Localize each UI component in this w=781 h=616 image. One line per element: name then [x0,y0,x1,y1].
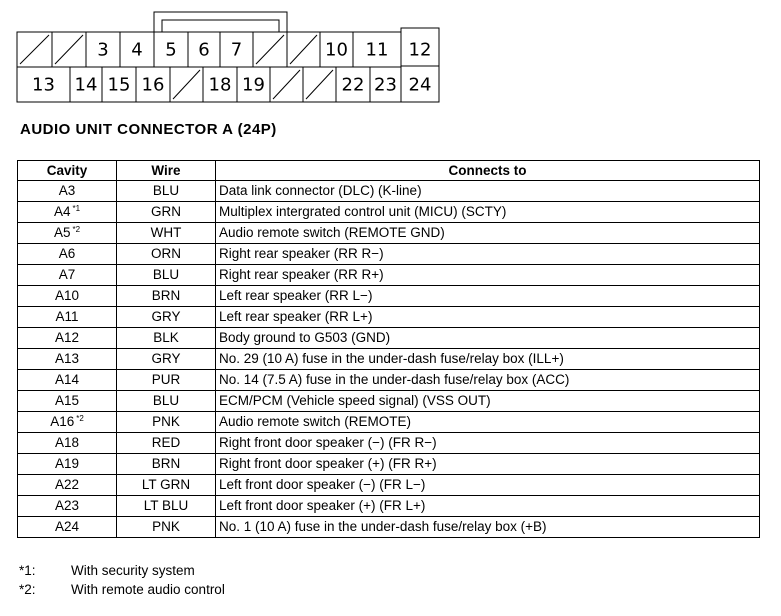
table-row [18,349,760,370]
wire-color-cell: BLU [117,181,216,202]
cavity-cell [18,286,117,307]
cavity-cell [18,517,117,538]
cavity-label: A5 [53,225,71,240]
connects-to-cell: Right front door speaker (−) (FR R−) [216,433,760,454]
header-wire: Wire [117,161,216,181]
table-row [18,433,760,454]
cavity-label: A13 [54,351,80,366]
cavity-cell [18,349,117,370]
cavity-number: 6 [198,39,210,61]
wire-color-cell: PUR [117,370,216,391]
cavity-number: 3 [97,39,109,61]
table-row [18,223,760,244]
cavity-label: A11 [55,309,79,324]
table-row [18,475,760,496]
cavity-label: A12 [54,330,80,345]
connector-cavity-unused [270,67,300,102]
table-header-row [18,161,760,181]
table-row [18,517,760,538]
connects-to-cell: Multiplex intergrated control unit (MICU) (SCTY) [216,202,760,223]
connector-cavity [237,67,265,102]
cavity-label: A6 [58,246,76,261]
cavity-label: A24 [54,519,80,534]
connector-cavity [70,67,97,102]
table-row [18,496,760,517]
cavity-number: 22 [341,74,365,96]
wire-color-cell: GRY [117,349,216,370]
connector-cavity [220,32,242,67]
connects-to-cell: No. 14 (7.5 A) fuse in the under-dash fuse/relay box (ACC) [216,370,760,391]
cavity-label: A16 [50,414,75,429]
cavity-number: 18 [208,74,232,96]
connector-cavity-unused [287,32,317,67]
cavity-number: 23 [374,74,397,96]
connector-cavity [188,32,210,67]
connector-cavity [154,32,177,67]
wire-color-cell: RED [117,433,216,454]
cavity-label: A15 [54,393,80,408]
cavity-number: 16 [141,74,165,96]
connects-to-cell: Right front door speaker (+) (FR R+) [216,454,760,475]
connector-cavity [32,75,55,96]
wire-color-cell: PNK [117,412,216,433]
connector-diagram [0,0,781,110]
footnote-1 [19,563,195,578]
connects-to-cell: No. 29 (10 A) fuse in the under-dash fuse/relay box (ILL+) [216,349,760,370]
connector-cavity [336,67,364,102]
footnote-2 [19,582,225,597]
wire-color-cell: BLK [117,328,216,349]
table-row [18,265,760,286]
cavity-label: A14 [54,372,80,387]
table-row [18,286,760,307]
cavity-number: 11 [365,39,389,61]
cavity-number: 4 [131,39,143,61]
connector-cavity [120,32,143,67]
footnote-text: With remote audio control [71,582,225,597]
cavity-label: A19 [54,456,80,471]
connects-to-cell: Right rear speaker (RR R+) [216,265,760,286]
table-row [18,181,760,202]
cavity-label: A4 [53,204,71,219]
connector-cavity [401,67,431,102]
cavity-cell [18,370,117,391]
cavity-cell [18,496,117,517]
wire-color-cell: LT BLU [117,496,216,517]
connector-cavity [102,67,130,102]
cavity-label: A22 [54,477,80,492]
cavity-number: 14 [74,74,98,96]
connects-to-cell: Left rear speaker (RR L+) [216,307,760,328]
wire-color-cell: BRN [117,286,216,307]
connector-cavity [320,32,348,67]
cavity-cell [18,307,117,328]
connector-cavity [136,67,164,102]
cavity-label: A7 [58,267,76,282]
footnote-text: With security system [71,563,195,578]
footnote-key: *1: [19,563,36,578]
wire-color-cell: BRN [117,454,216,475]
connector-cavity [203,67,231,102]
wire-color-cell: BLU [117,265,216,286]
cavity-cell [18,223,117,244]
footnote-key: *2: [19,582,36,597]
table-row [18,370,760,391]
connector-cavity [353,32,388,67]
wire-color-cell: WHT [117,223,216,244]
connects-to-cell: ECM/PCM (Vehicle speed signal) (VSS OUT) [216,391,760,412]
table-row [18,391,760,412]
cavity-cell [18,475,117,496]
cavity-label: A3 [58,183,76,198]
cavity-cell [18,202,117,223]
connects-to-cell: Audio remote switch (REMOTE) [216,412,760,433]
footnote-marker: *2 [72,225,81,234]
wire-color-cell: PNK [117,517,216,538]
cavity-cell [18,328,117,349]
cavity-number: 12 [408,39,432,61]
cavity-label: A18 [54,435,80,450]
connects-to-cell: Left front door speaker (+) (FR L+) [216,496,760,517]
cavity-number: 15 [107,74,131,96]
cavity-number: 7 [230,39,243,61]
connects-to-cell: Right rear speaker (RR R−) [216,244,760,265]
cavity-number: 5 [165,39,177,61]
table-row [18,412,760,433]
cavity-number: 10 [325,39,348,61]
connector-cavity [370,67,397,102]
footnote-marker: *1 [72,204,81,213]
cavity-cell [18,454,117,475]
cavity-cell [18,412,117,433]
cavity-cell [18,244,117,265]
connects-to-cell: Left front door speaker (−) (FR L−) [216,475,760,496]
table-row [18,454,760,475]
connector-cavity [401,32,431,67]
wire-color-cell: GRN [117,202,216,223]
cavity-number: 24 [408,74,432,96]
cavity-label: A10 [54,288,80,303]
connects-to-cell: No. 1 (10 A) fuse in the under-dash fuse/relay box (+B) [216,517,760,538]
connector-cavity-unused [303,67,333,102]
connects-to-cell: Left rear speaker (RR L−) [216,286,760,307]
wire-color-cell: BLU [117,391,216,412]
cavity-cell [18,433,117,454]
connects-to-cell: Audio remote switch (REMOTE GND) [216,223,760,244]
wire-color-cell: ORN [117,244,216,265]
pinout-table [17,160,760,538]
connects-to-cell: Data link connector (DLC) (K-line) [216,181,760,202]
table-row [18,307,760,328]
cavity-cell [18,391,117,412]
table-row [18,244,760,265]
connects-to-cell: Body ground to G503 (GND) [216,328,760,349]
cavity-cell [18,265,117,286]
table-row [18,202,760,223]
connector-cavity [86,32,109,67]
footnote-marker: *2 [76,414,84,423]
cavity-number: 13 [32,74,55,96]
header-connects-to: Connects to [216,161,760,181]
cavity-cell [18,181,117,202]
table-row [18,328,760,349]
connector-cavity-unused [253,32,284,67]
connector-cavity-unused [52,32,83,67]
cavity-number: 19 [242,74,265,96]
wire-color-cell: LT GRN [117,475,216,496]
cavity-label: A23 [54,498,80,513]
locking-tab [154,12,287,32]
wire-color-cell: GRY [117,307,216,328]
connector-cavity-unused [20,35,49,64]
connector-cavity-unused [170,67,200,102]
section-title: AUDIO UNIT CONNECTOR A (24P) [20,121,277,138]
header-cavity: Cavity [18,161,117,181]
